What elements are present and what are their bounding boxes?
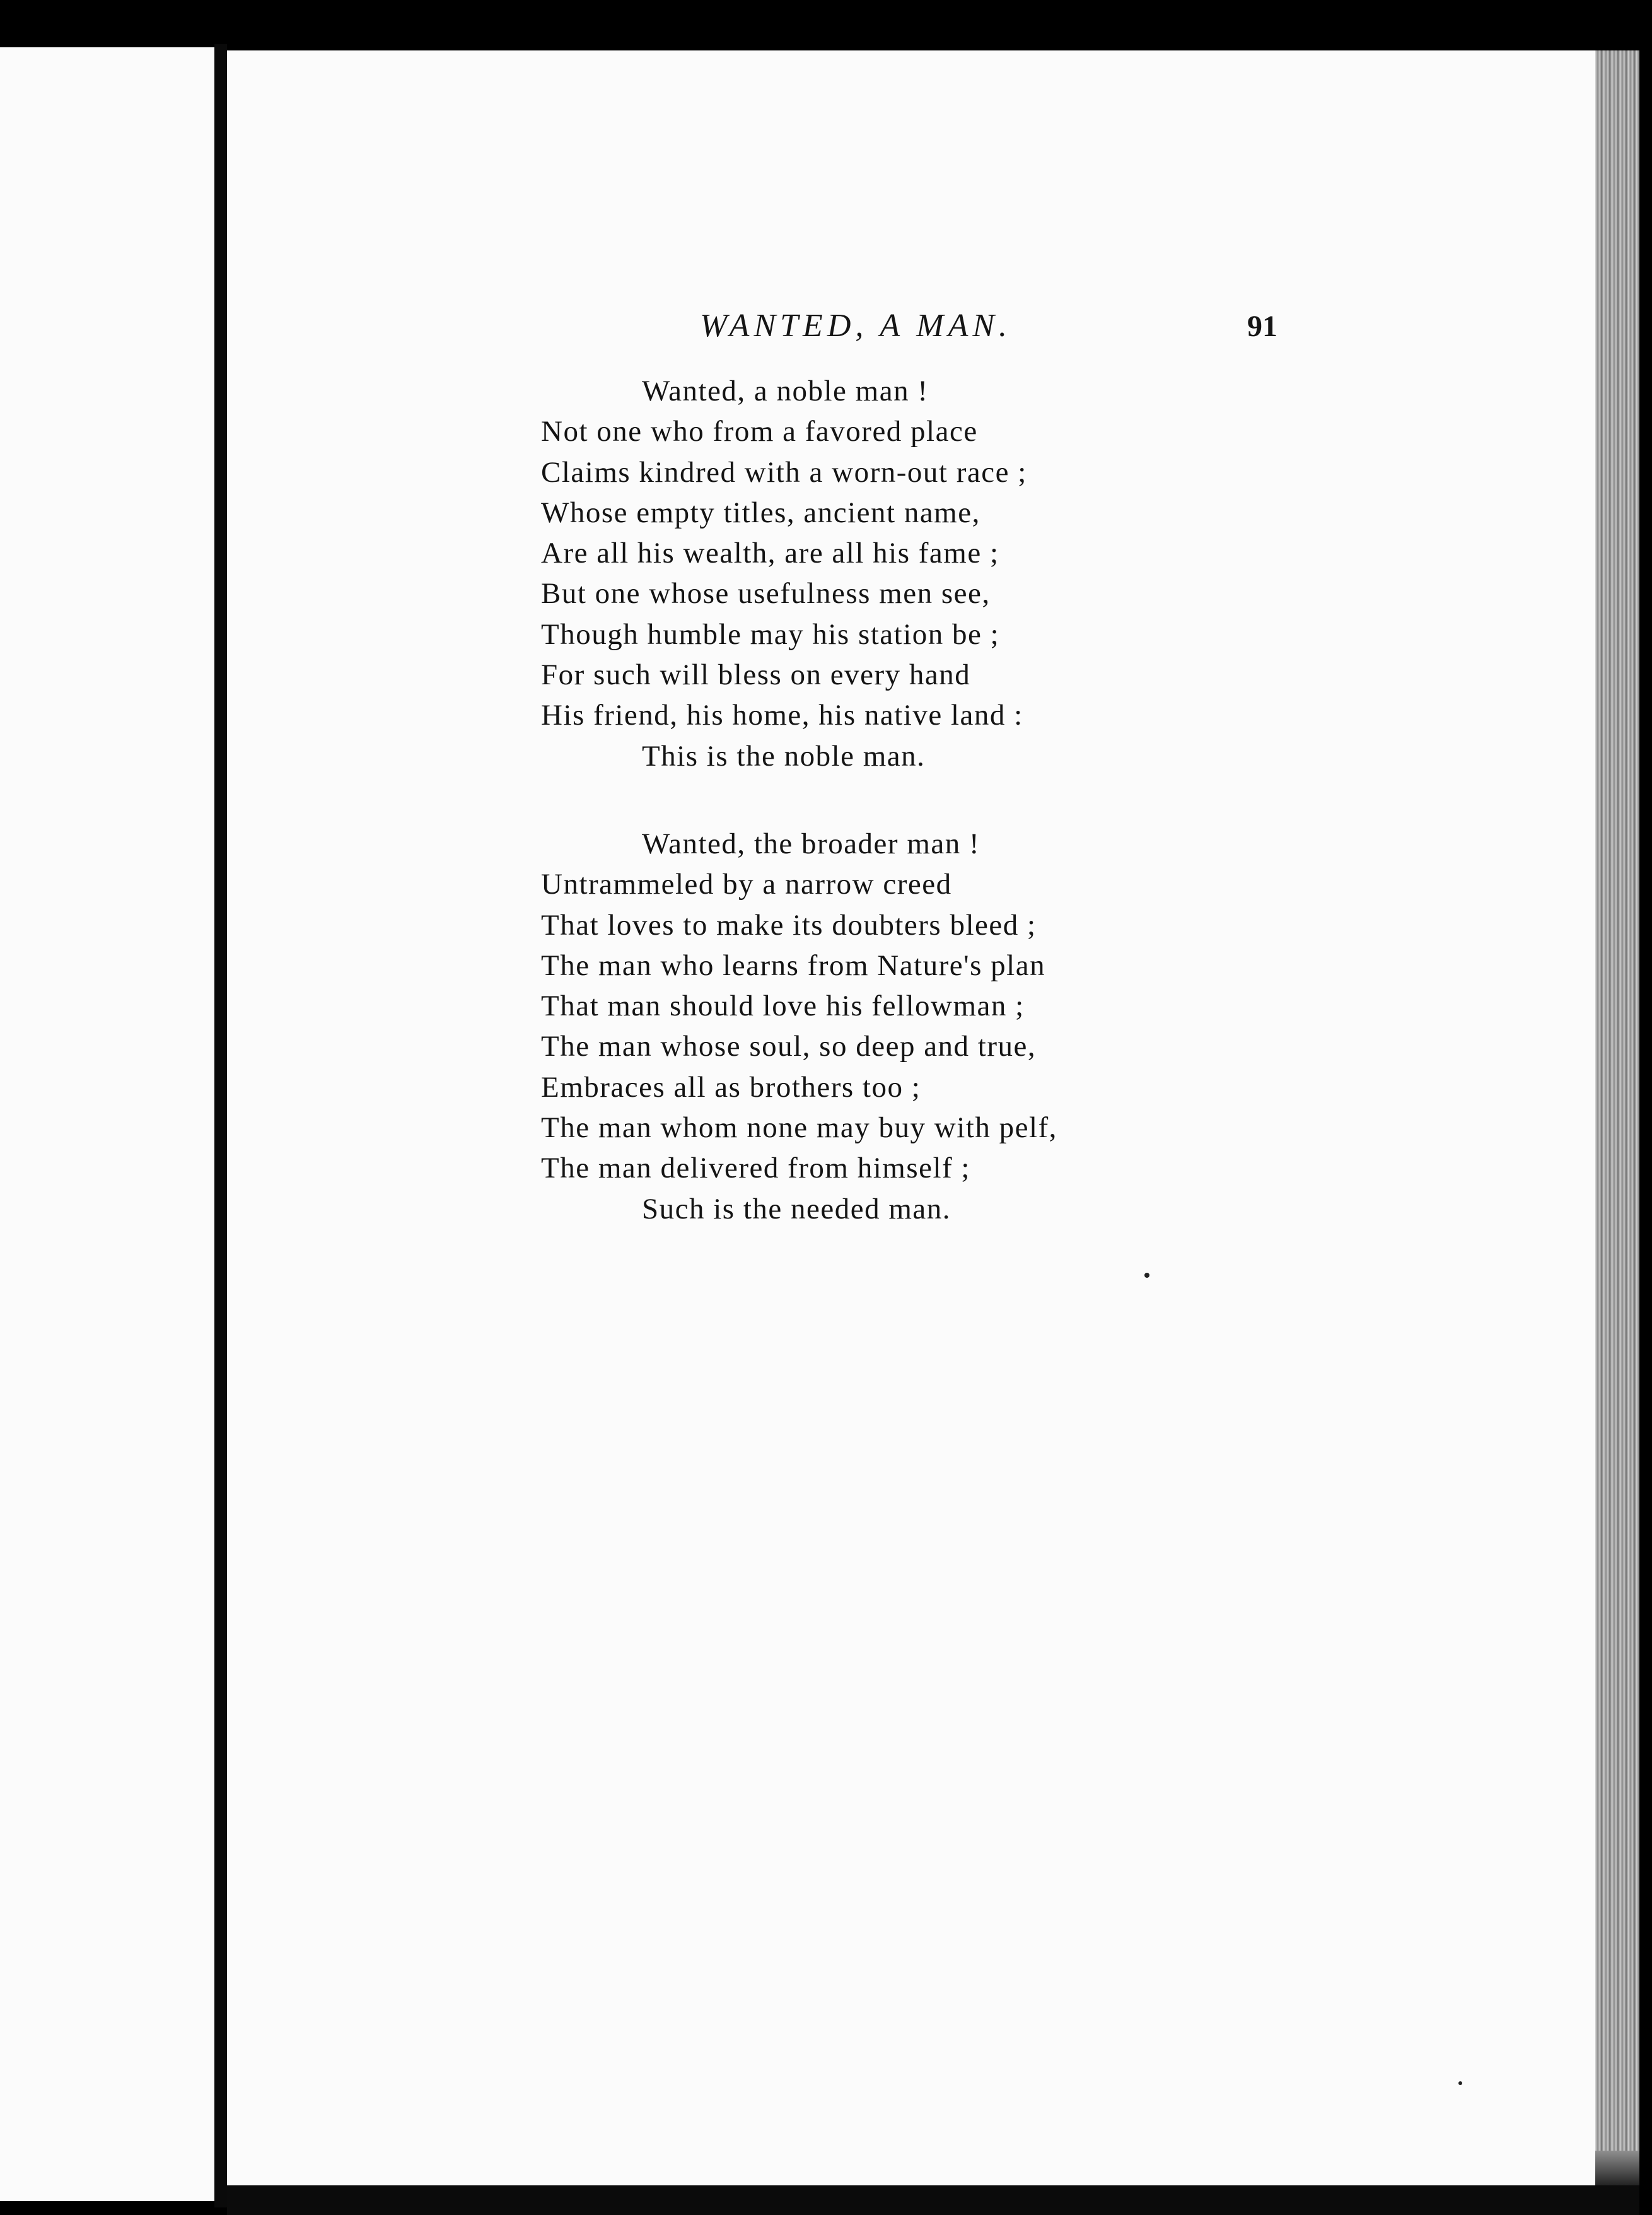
poem-line: Whose empty titles, ancient name,: [541, 496, 980, 529]
poem-line: For such will bless on every hand: [541, 658, 971, 692]
poem-line: But one whose usefulness men see,: [541, 577, 991, 611]
stanza-1: [541, 371, 1027, 776]
poem-line: Such is the needed man.: [642, 1192, 951, 1225]
page-number: 91: [1247, 310, 1277, 343]
poem-line: The man delivered from himself ;: [541, 1152, 970, 1185]
poem-line: Embraces all as brothers too ;: [541, 1070, 921, 1104]
left-page-margin: [0, 47, 214, 2201]
poem-line: Claims kindred with a worn-out race ;: [541, 455, 1027, 489]
poem-line: The man who learns from Nature's plan: [541, 949, 1046, 982]
stanza-2: [541, 824, 1057, 1229]
poem-line: That loves to make its doubters bleed ;: [541, 908, 1037, 942]
poem-line: Wanted, the broader man !: [642, 827, 980, 860]
gutter-line: [214, 44, 227, 2207]
poem-line: Are all his wealth, are all his fame ;: [541, 537, 999, 570]
poem-line: Wanted, a noble man !: [642, 375, 929, 407]
poem-line: Though humble may his station be ;: [541, 617, 1000, 651]
scan-speck: [1458, 2081, 1462, 2085]
poem-line: The man whose soul, so deep and true,: [541, 1030, 1037, 1063]
page-edges: [1595, 50, 1639, 2151]
bottom-shadow: [227, 2185, 1639, 2215]
poem-line: Untrammeled by a narrow creed: [541, 868, 952, 901]
scan-speck: [1144, 1273, 1149, 1278]
poem-line: That man should love his fellowman ;: [541, 990, 1025, 1023]
running-head: WANTED, A MAN.: [700, 308, 1012, 344]
poem-line: The man whom none may buy with pelf,: [541, 1111, 1057, 1145]
poem-line: Not one who from a favored place: [541, 415, 978, 448]
poem-line: This is the noble man.: [642, 739, 926, 773]
poem-line: His friend, his home, his native land :: [541, 699, 1023, 732]
